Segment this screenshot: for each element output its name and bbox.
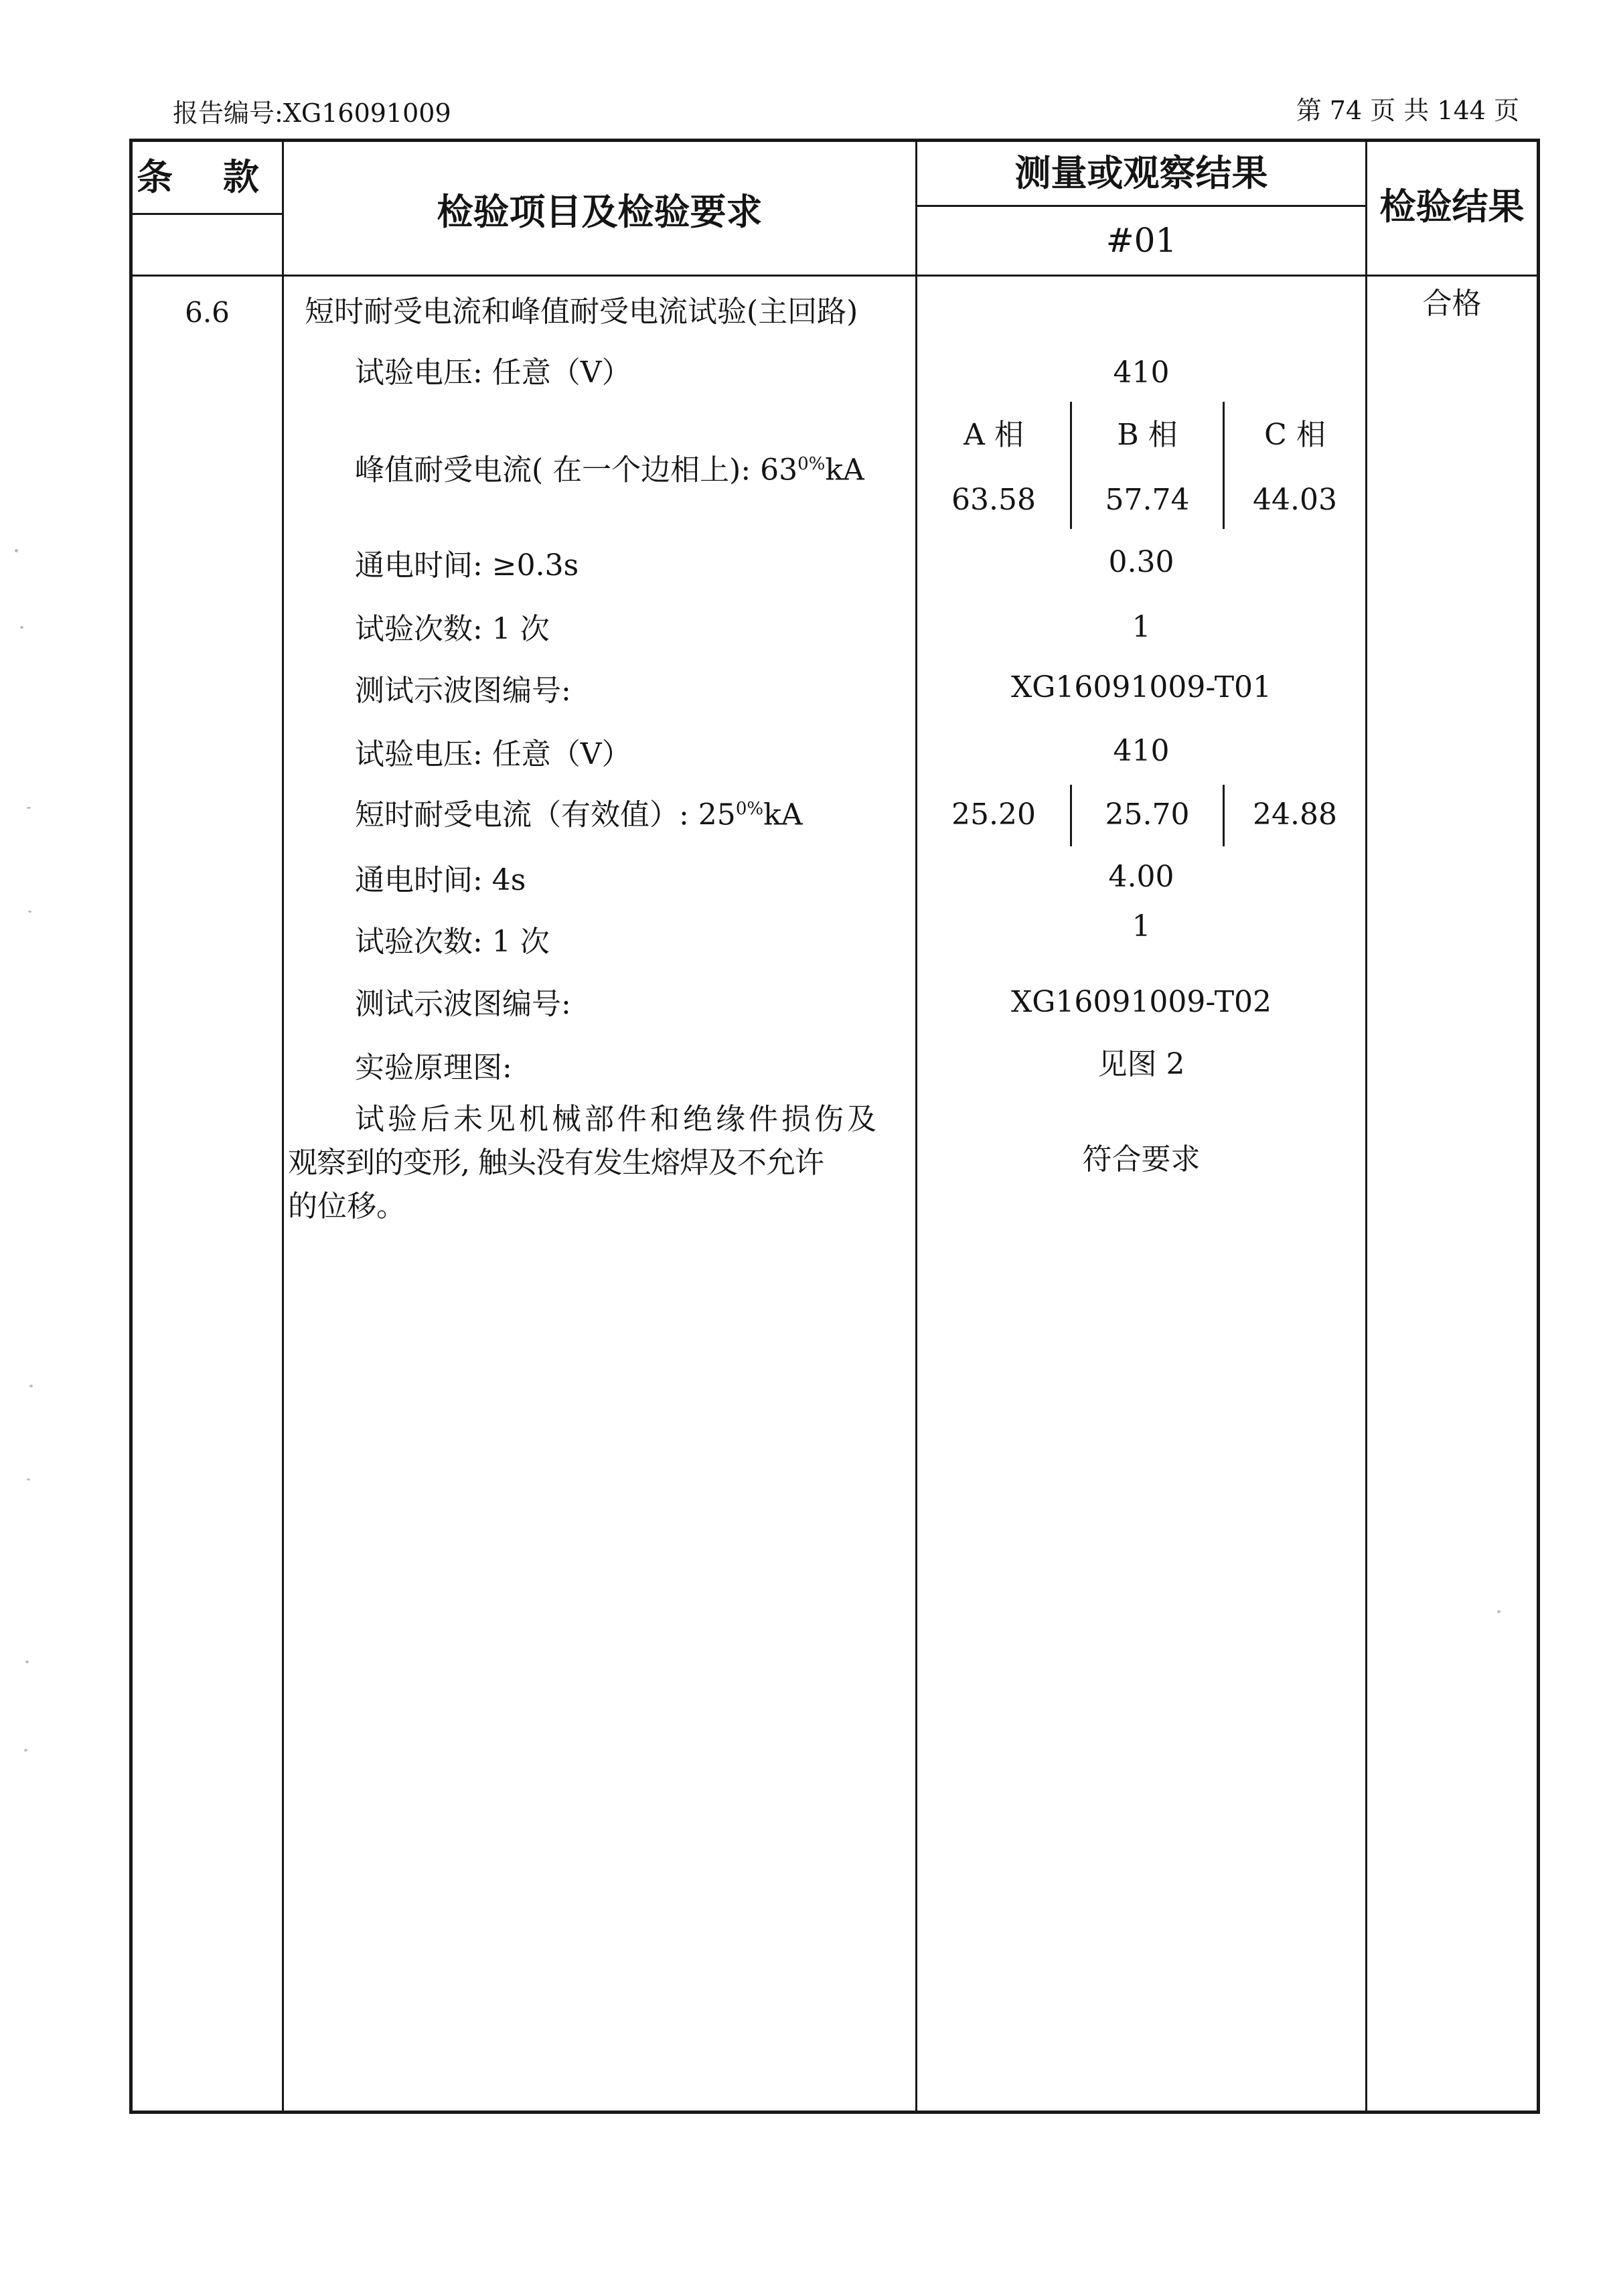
peak-current-b: 57.74 xyxy=(1105,483,1190,517)
result-header: 检验结果 xyxy=(1379,185,1525,228)
verdict: 合格 xyxy=(1422,287,1482,321)
peak-count-label: 试验次数: 1 次 xyxy=(355,612,550,646)
peak-count-value: 1 xyxy=(1132,610,1151,644)
short-current-tolerance: 0% xyxy=(735,799,764,819)
clause-number: 6.6 xyxy=(185,296,230,329)
peak-current-c: 44.03 xyxy=(1253,483,1337,517)
item-header: 检验项目及检验要求 xyxy=(437,191,763,233)
short-current-label xyxy=(355,797,803,832)
observation-line-2: 观察到的变形, 触头没有发生熔焊及不允许 xyxy=(288,1146,824,1180)
peak-voltage-label: 试验电压: 任意（V） xyxy=(355,356,631,390)
phase-a-label: A 相 xyxy=(964,418,1024,452)
section-title: 短时耐受电流和峰值耐受电流试验(主回路) xyxy=(305,295,858,329)
short-current-text: 短时耐受电流（有效值）: 25 xyxy=(355,797,736,832)
peak-current-text: 峰值耐受电流( 在一个边相上): 63 xyxy=(355,453,798,487)
short-current-unit: kA xyxy=(763,797,803,832)
clause-header: 条 款 xyxy=(137,156,278,198)
peak-osc-label: 测试示波图编号: xyxy=(355,674,571,708)
schematic-value: 见图 2 xyxy=(1097,1047,1185,1081)
short-current-b: 25.70 xyxy=(1105,797,1190,832)
short-time-value: 4.00 xyxy=(1108,860,1174,894)
report-number-value: XG16091009 xyxy=(283,98,451,128)
short-current-a: 25.20 xyxy=(951,797,1036,832)
report-number xyxy=(173,100,451,126)
peak-current-tolerance: 0% xyxy=(797,454,826,474)
peak-time-value: 0.30 xyxy=(1108,545,1174,579)
peak-voltage-value: 410 xyxy=(1113,356,1170,390)
observation-result: 符合要求 xyxy=(1082,1142,1201,1176)
peak-osc-value: XG16091009-T01 xyxy=(1010,670,1272,704)
peak-current-label xyxy=(355,455,864,485)
phase-b-label: B 相 xyxy=(1117,418,1178,452)
observation-line-1: 试验后未见机械部件和绝缘件损伤及 xyxy=(355,1102,880,1136)
peak-current-a: 63.58 xyxy=(951,483,1036,517)
short-voltage-label: 试验电压: 任意（V） xyxy=(355,737,631,771)
phase-c-label: C 相 xyxy=(1264,418,1326,452)
short-count-value: 1 xyxy=(1132,909,1151,943)
observation-line-3: 的位移。 xyxy=(288,1189,406,1223)
schematic-label: 实验原理图: xyxy=(355,1051,512,1085)
page-info: 第 74 页 共 144 页 xyxy=(1296,96,1519,125)
short-count-label: 试验次数: 1 次 xyxy=(355,925,550,959)
short-time-label: 通电时间: 4s xyxy=(355,863,526,897)
short-voltage-value: 410 xyxy=(1113,734,1170,768)
short-current-c: 24.88 xyxy=(1253,797,1337,832)
report-number-label: 报告编号: xyxy=(173,98,283,128)
peak-current-unit: kA xyxy=(825,453,864,487)
sample-header: #01 xyxy=(1105,221,1177,260)
short-osc-label: 测试示波图编号: xyxy=(355,987,571,1021)
short-osc-value: XG16091009-T02 xyxy=(1010,985,1272,1019)
peak-time-label: 通电时间: ≥0.3s xyxy=(355,548,579,583)
measurement-header: 测量或观察结果 xyxy=(1014,152,1268,194)
